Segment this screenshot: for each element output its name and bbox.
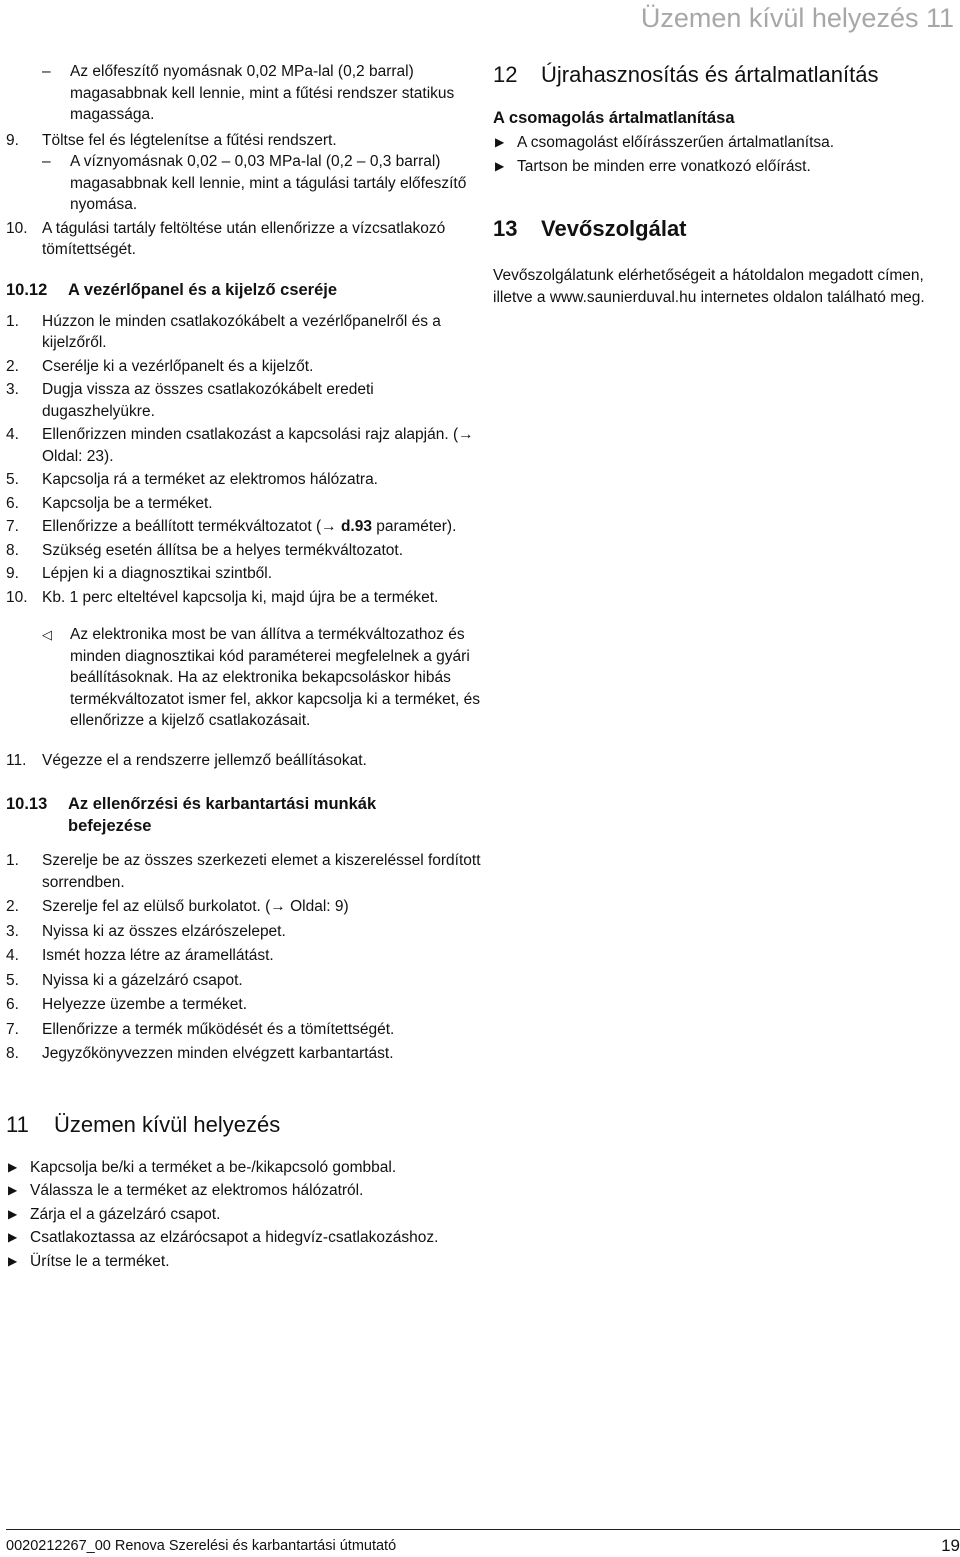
bullet-icon: ▶	[8, 1230, 18, 1244]
list-item: ▶ Kapcsolja be/ki a terméket a be-/kikapcsoló gombbal.	[6, 1157, 486, 1179]
list-item: 7. Ellenőrizze a termék működését és a tömítettségét.	[6, 1020, 395, 1038]
list-item: 10. A tágulási tartály feltöltése után ellenőrizze a vízcsatlakozó tömítettségét.	[6, 219, 446, 258]
list-item: ▶ Zárja el a gázelzáró csapot.	[6, 1204, 486, 1226]
section-heading: 10.13 Az ellenőrzési és karbantartási munkák befejezése	[6, 795, 377, 835]
list-item: 4. Ismét hozza létre az áramellátást.	[6, 947, 274, 964]
intro-list	[6, 61, 486, 261]
bullet-icon: ▶	[8, 1183, 18, 1197]
list-item: ▶ Válassza le a terméket az elektromos hálózatról.	[6, 1180, 486, 1202]
list-item: 6. Helyezze üzembe a terméket.	[6, 996, 248, 1013]
step-list	[6, 850, 486, 1065]
list-item: 8. Jegyzőkönyvezzen minden elvégzett karbantartást.	[6, 1045, 394, 1062]
list-item: 2. Cserélje ki a vezérlőpanelt és a kijelzőt.	[6, 357, 314, 375]
section-10-13	[6, 793, 486, 1065]
step-list	[6, 311, 486, 772]
left-column	[6, 61, 486, 1272]
section-heading: 10.12 A vezérlőpanel és a kijelző cseréje	[6, 280, 338, 299]
bullet-icon: ▶	[8, 1206, 18, 1221]
list-item: ▶ A csomagolást előírásszerűen ártalmatlanítsa.	[493, 132, 955, 154]
result-icon: ◁	[42, 627, 52, 642]
list-item: – A víznyomásnak 0,02 – 0,03 MPa-lal (0,2 – 0,3 barral) magasabbnak kell lennie, mint a tágulási tartály előfeszítő nyomása.	[42, 153, 467, 213]
list-item: 2. Szerelje fel az elülső burkolatot. (→ Oldal: 9)	[6, 898, 349, 915]
section-11	[6, 1111, 486, 1273]
section-10-12	[6, 279, 486, 772]
bullet-icon: ▶	[8, 1159, 18, 1174]
list-item: 3. Dugja vissza az összes csatlakozókábelt eredeti dugaszhelyükre.	[6, 381, 374, 420]
list-item: ▶ Tartson be minden erre vonatkozó előírást.	[493, 156, 955, 178]
list-item: ▶ Ürítse le a terméket.	[6, 1251, 486, 1273]
document-title: 0020212267_00 Renova Szerelési és karbantartási útmutató	[6, 1538, 397, 1554]
list-item: 8. Szükség esetén állítsa be a helyes termékváltozatot.	[6, 541, 404, 559]
list-item: 11. Végezze el a rendszerre jellemző beállításokat.	[6, 751, 367, 769]
list-item: – Az előfeszítő nyomásnak 0,02 MPa-lal (0,2 barral) magasabbnak kell lennie, mint a fűtési rendszer statikus magassága.	[42, 63, 455, 123]
list-item: 9. Lépjen ki a diagnosztikai szintből.	[6, 565, 273, 582]
list-item: 5. Nyissa ki a gázelzáró csapot.	[6, 971, 243, 989]
running-header: Üzemen kívül helyezés 11	[640, 3, 954, 33]
list-item: 9. Töltse fel és légtelenítse a fűtési rendszert.	[6, 131, 337, 149]
list-item: 1. Húzzon le minden csatlakozókábelt a vezérlőpanelről és a kijelzőről.	[6, 312, 441, 351]
list-item: ▶ Csatlakoztassa az elzárócsapot a hidegvíz-csatlakozáshoz.	[6, 1227, 460, 1249]
right-column	[493, 61, 955, 308]
subsection-heading: A csomagolás ártalmatlanítása	[493, 109, 735, 127]
paragraph: Vevőszolgálatunk elérhetőségeit a hátoldalon megadott címen, illetve a www.saunierduval.hu internetes oldalon található meg.	[493, 267, 925, 306]
result-note: ◁ Az elektronika most be van állítva a termékváltozathoz és minden diagnosztikai kód paraméterei megfelelnek a gyári beállításoknak. Ha az elektronika bekapcsoláskor hibás termékváltozatot ismer fel, akkor kapcsolja ki a terméket, és ellenőrizze a kijelző csatlakozásait.	[42, 626, 481, 729]
list-item: 1. Szerelje be az összes szerkezeti elemet a kiszereléssel fordított sorrendben.	[6, 852, 481, 891]
list-item: 4. Ellenőrizzen minden csatlakozást a kapcsolási rajz alapján. (→ Oldal: 23).	[6, 426, 474, 465]
list-item: 3. Nyissa ki az összes elzárószelepet.	[6, 922, 286, 940]
list-item: 10. Kb. 1 perc elteltével kapcsolja ki, majd újra be a terméket.	[6, 588, 439, 606]
page-number: 19	[941, 1536, 960, 1555]
list-item: 7. Ellenőrizze a beállított termékváltozatot (→ d.93 paraméter).	[6, 518, 457, 535]
page-footer	[6, 1537, 960, 1557]
bullet-list	[6, 1157, 486, 1273]
list-item: 6. Kapcsolja be a terméket.	[6, 494, 213, 512]
section-13	[493, 215, 955, 308]
section-heading: 12 Újrahasznosítás és ártalmatlanítás	[493, 62, 879, 87]
bullet-icon: ▶	[495, 135, 505, 149]
section-heading: 11 Üzemen kívül helyezés	[6, 1111, 281, 1137]
list-item: 5. Kapcsolja rá a terméket az elektromos hálózatra.	[6, 471, 378, 488]
footer-divider	[6, 1529, 960, 1530]
bullet-icon: ▶	[495, 158, 505, 173]
bullet-list	[493, 132, 955, 177]
bullet-icon: ▶	[8, 1253, 18, 1268]
section-12	[493, 61, 955, 177]
section-heading: 13 Vevőszolgálat	[493, 216, 687, 241]
